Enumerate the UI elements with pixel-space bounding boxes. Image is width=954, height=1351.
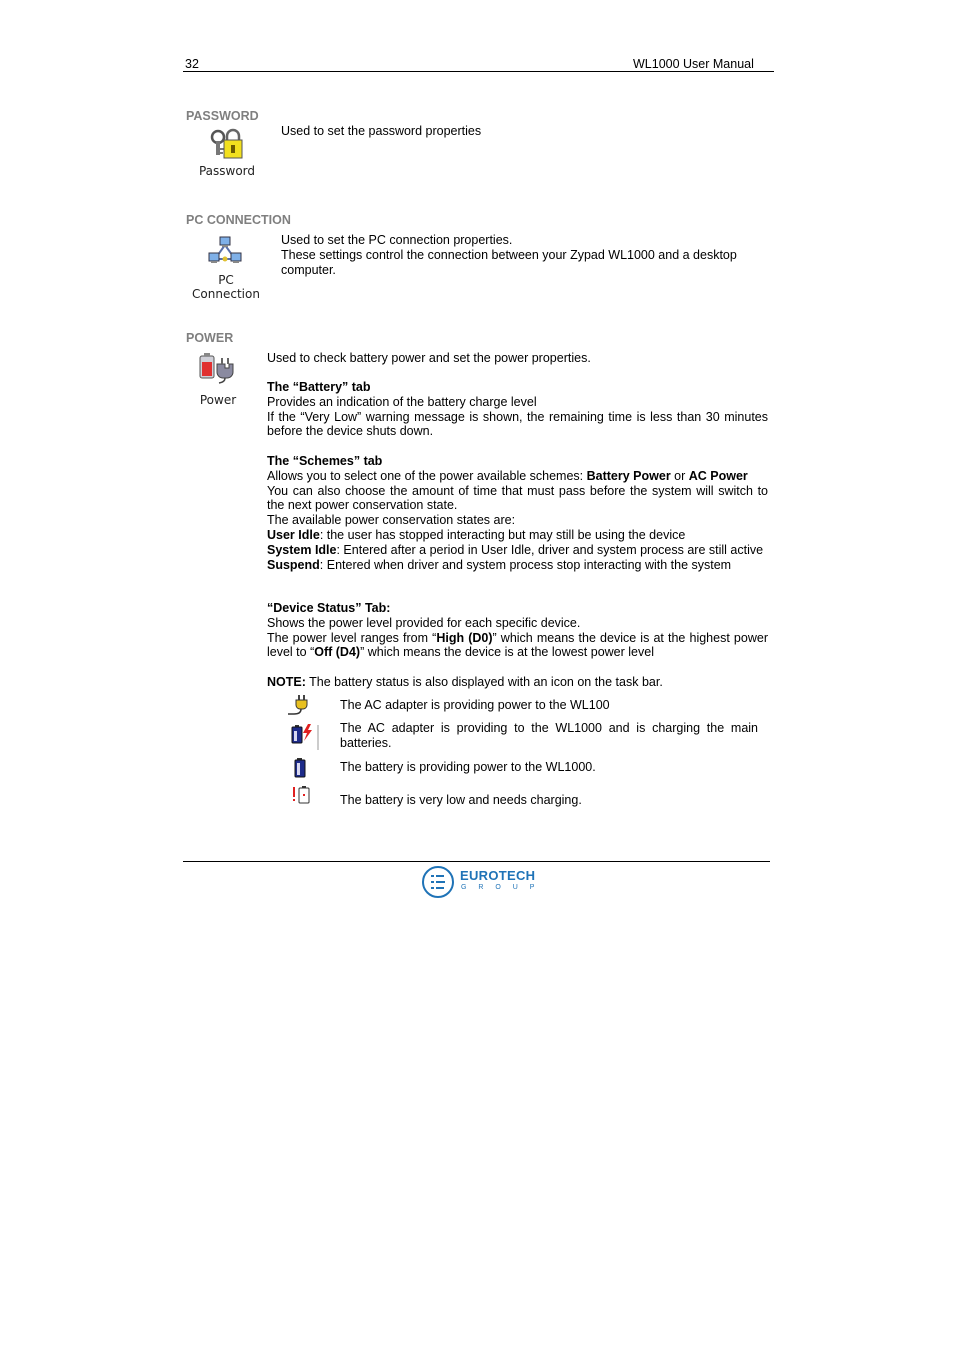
pc-connection-line-1: Used to set the PC connection properties. xyxy=(281,233,513,247)
status-row-1-text: The AC adapter is providing power to the WL100 xyxy=(340,698,610,712)
schemes-tab-title: The “Schemes” tab xyxy=(267,454,383,468)
user-idle-item xyxy=(267,528,768,543)
high-d0-term: High (D0) xyxy=(436,630,493,645)
eurotech-logo-word: EUROTECH xyxy=(460,868,536,883)
pc-connection-icon xyxy=(207,235,243,271)
header-rule xyxy=(183,71,774,72)
device-status-line-2-pre: The power level ranges from “ xyxy=(267,630,437,645)
pc-connection-icon-label-1: PC xyxy=(218,273,234,287)
schemes-tab-block xyxy=(267,454,768,572)
device-status-line-2 xyxy=(267,631,768,661)
suspend-item xyxy=(267,558,768,573)
schemes-line-3: The available power conservation states are: xyxy=(267,513,516,528)
status-row-2-text: The AC adapter is providing to the WL1000 and is charging the main batteries. xyxy=(340,721,758,750)
eurotech-logo-sub: G R O U P xyxy=(461,884,540,891)
suspend-label: Suspend xyxy=(267,557,320,572)
suspend-text: : Entered when driver and system process stop interacting with the system xyxy=(319,557,732,572)
pc-connection-line-2: These settings control the connection between your Zypad WL1000 and a desktop computer. xyxy=(281,247,737,277)
battery-power-term: Battery Power xyxy=(586,468,671,483)
power-icon-label: Power xyxy=(199,393,237,407)
note-text: The battery status is also displayed with an icon on the task bar. xyxy=(305,675,663,689)
system-idle-text: : Entered after a period in User Idle, driver and system process are still active xyxy=(336,542,764,557)
password-heading: PASSWORD xyxy=(186,109,259,123)
off-d4-term: Off (D4) xyxy=(314,645,361,660)
status-row-4-text: The battery is very low and needs charging. xyxy=(340,793,582,807)
battery-icon xyxy=(293,757,307,779)
battery-tab-line-1: Provides an indication of the battery charge level xyxy=(267,394,537,409)
note-label: NOTE: xyxy=(267,675,306,689)
schemes-line-1-text: Allows you to select one of the power available schemes: xyxy=(267,468,587,483)
pc-connection-description xyxy=(281,233,757,277)
ac-power-term: AC Power xyxy=(688,468,748,483)
system-idle-label: System Idle xyxy=(267,542,337,557)
schemes-line-2: You can also choose the amount of time that must pass before the system will switch to the next power conservation state. xyxy=(267,483,768,513)
footer-rule xyxy=(183,861,770,862)
device-status-line-2-post: ” which means the device is at the lowest power level xyxy=(360,645,654,660)
user-idle-label: User Idle xyxy=(267,527,320,542)
battery-low-icon xyxy=(290,785,312,805)
password-description: Used to set the password properties xyxy=(281,124,482,138)
password-icon xyxy=(206,128,246,162)
battery-tab-title: The “Battery” tab xyxy=(267,380,371,394)
battery-tab-block xyxy=(267,380,768,439)
user-idle-text: : the user has stopped interacting but may still be using the device xyxy=(319,527,686,542)
password-icon-label: Password xyxy=(198,164,256,178)
power-heading: POWER xyxy=(186,331,234,345)
ac-plug-icon xyxy=(286,694,310,716)
pc-connection-heading: PC CONNECTION xyxy=(186,213,291,227)
power-intro: Used to check battery power and set the power properties. xyxy=(267,351,591,365)
page-number: 32 xyxy=(185,57,199,71)
device-status-tab-title: “Device Status” Tab: xyxy=(267,601,391,615)
manual-title: WL1000 User Manual xyxy=(633,57,754,71)
schemes-line-1-or: or xyxy=(670,468,689,483)
system-idle-item xyxy=(267,543,768,558)
eurotech-logo-icon xyxy=(421,865,455,899)
device-status-tab-block xyxy=(267,601,768,660)
battery-tab-line-2: If the “Very Low” warning message is shown, the remaining time is less than 30 minutes before the device shuts down. xyxy=(267,409,768,439)
pc-connection-icon-label-2: Connection xyxy=(192,287,260,301)
device-status-line-1: Shows the power level provided for each specific device. xyxy=(267,615,581,630)
status-row-3-text: The battery is providing power to the WL1000. xyxy=(340,760,596,774)
note xyxy=(267,675,768,690)
device-status-line-2-mid: ” which means the device is at the highest power level to “ xyxy=(267,630,768,660)
battery-charging-icon xyxy=(290,723,320,751)
schemes-line-1 xyxy=(267,469,768,484)
power-icon xyxy=(197,350,239,384)
